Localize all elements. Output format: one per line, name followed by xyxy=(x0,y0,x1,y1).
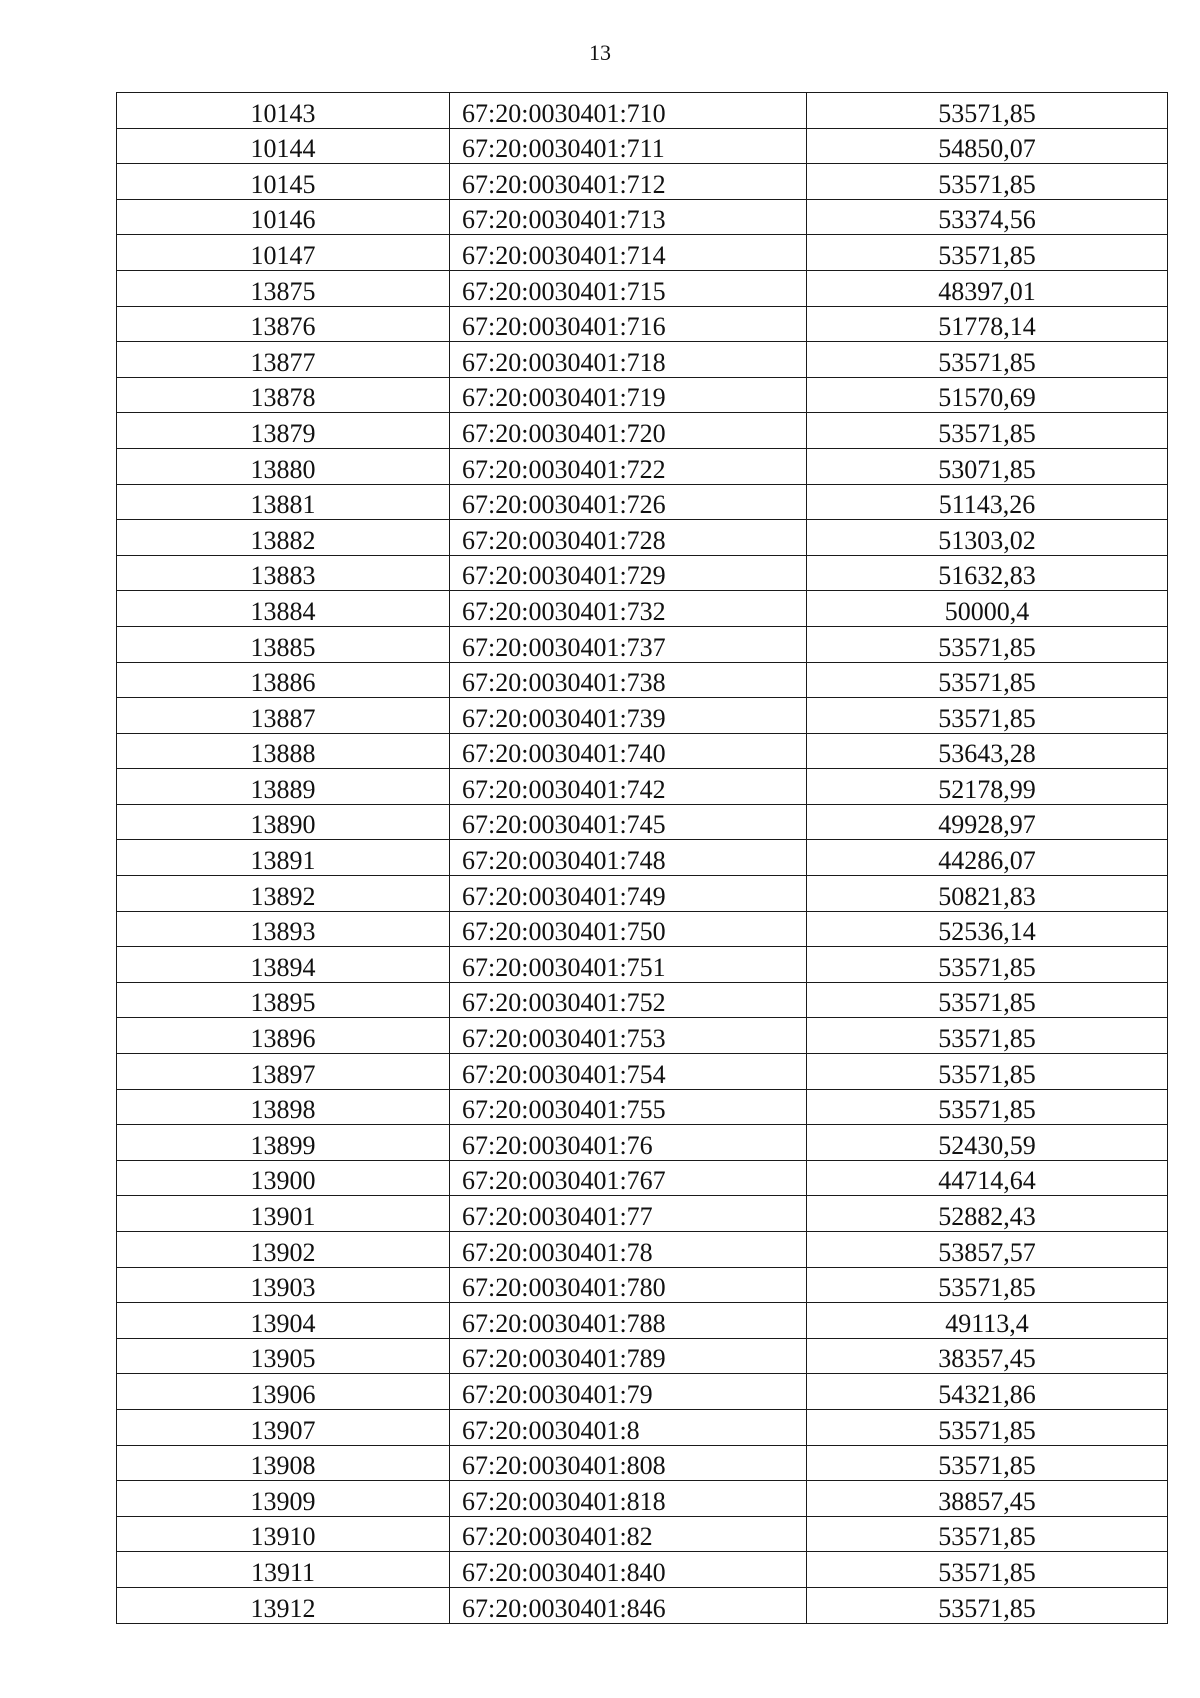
cadastral-number-cell: 67:20:0030401:716 xyxy=(450,306,807,342)
value-cell: 53571,85 xyxy=(807,93,1168,129)
value-cell: 53374,56 xyxy=(807,199,1168,235)
value-cell: 51570,69 xyxy=(807,377,1168,413)
table-row xyxy=(117,1374,1168,1410)
value-cell: 49928,97 xyxy=(807,804,1168,840)
row-number-cell: 13877 xyxy=(117,342,450,378)
table-row xyxy=(117,199,1168,235)
table-row xyxy=(117,93,1168,129)
value-cell: 53571,85 xyxy=(807,164,1168,200)
table-row xyxy=(117,377,1168,413)
cadastral-number-cell: 67:20:0030401:738 xyxy=(450,662,807,698)
value-cell: 53571,85 xyxy=(807,1267,1168,1303)
value-cell: 52536,14 xyxy=(807,911,1168,947)
cadastral-number-cell: 67:20:0030401:748 xyxy=(450,840,807,876)
table-row xyxy=(117,947,1168,983)
row-number-cell: 13896 xyxy=(117,1018,450,1054)
row-number-cell: 13876 xyxy=(117,306,450,342)
row-number-cell: 13892 xyxy=(117,876,450,912)
cadastral-number-cell: 67:20:0030401:720 xyxy=(450,413,807,449)
value-cell: 51143,26 xyxy=(807,484,1168,520)
cadastral-number-cell: 67:20:0030401:740 xyxy=(450,733,807,769)
value-cell: 44714,64 xyxy=(807,1160,1168,1196)
value-cell: 51303,02 xyxy=(807,520,1168,556)
table-body xyxy=(117,93,1168,1624)
table-row xyxy=(117,1232,1168,1268)
table-row xyxy=(117,1196,1168,1232)
value-cell: 44286,07 xyxy=(807,840,1168,876)
table-row xyxy=(117,876,1168,912)
value-cell: 53857,57 xyxy=(807,1232,1168,1268)
row-number-cell: 13888 xyxy=(117,733,450,769)
value-cell: 53571,85 xyxy=(807,982,1168,1018)
value-cell: 53571,85 xyxy=(807,1054,1168,1090)
page-number: 13 xyxy=(589,40,611,65)
row-number-cell: 13906 xyxy=(117,1374,450,1410)
cadastral-number-cell: 67:20:0030401:76 xyxy=(450,1125,807,1161)
cadastral-number-cell: 67:20:0030401:729 xyxy=(450,555,807,591)
cadastral-number-cell: 67:20:0030401:745 xyxy=(450,804,807,840)
row-number-cell: 10147 xyxy=(117,235,450,271)
row-number-cell: 13883 xyxy=(117,555,450,591)
row-number-cell: 10143 xyxy=(117,93,450,129)
row-number-cell: 13908 xyxy=(117,1445,450,1481)
cadastral-number-cell: 67:20:0030401:818 xyxy=(450,1481,807,1517)
value-cell: 50821,83 xyxy=(807,876,1168,912)
cadastral-number-cell: 67:20:0030401:840 xyxy=(450,1552,807,1588)
row-number-cell: 13891 xyxy=(117,840,450,876)
row-number-cell: 13880 xyxy=(117,448,450,484)
row-number-cell: 13905 xyxy=(117,1338,450,1374)
table-row xyxy=(117,1160,1168,1196)
value-cell: 52178,99 xyxy=(807,769,1168,805)
row-number-cell: 13881 xyxy=(117,484,450,520)
row-number-cell: 13894 xyxy=(117,947,450,983)
cadastral-number-cell: 67:20:0030401:714 xyxy=(450,235,807,271)
table-row xyxy=(117,235,1168,271)
row-number-cell: 13897 xyxy=(117,1054,450,1090)
cadastral-number-cell: 67:20:0030401:79 xyxy=(450,1374,807,1410)
row-number-cell: 13895 xyxy=(117,982,450,1018)
value-cell: 38357,45 xyxy=(807,1338,1168,1374)
cadastral-number-cell: 67:20:0030401:755 xyxy=(450,1089,807,1125)
value-cell: 53571,85 xyxy=(807,947,1168,983)
value-cell: 38857,45 xyxy=(807,1481,1168,1517)
cadastral-number-cell: 67:20:0030401:750 xyxy=(450,911,807,947)
cadastral-number-cell: 67:20:0030401:732 xyxy=(450,591,807,627)
cadastral-number-cell: 67:20:0030401:78 xyxy=(450,1232,807,1268)
cadastral-number-cell: 67:20:0030401:710 xyxy=(450,93,807,129)
table-row xyxy=(117,306,1168,342)
table-row xyxy=(117,1445,1168,1481)
cadastral-number-cell: 67:20:0030401:712 xyxy=(450,164,807,200)
table-row xyxy=(117,1587,1168,1623)
cadastral-number-cell: 67:20:0030401:754 xyxy=(450,1054,807,1090)
value-cell: 53571,85 xyxy=(807,698,1168,734)
cadastral-number-cell: 67:20:0030401:737 xyxy=(450,626,807,662)
value-cell: 53571,85 xyxy=(807,626,1168,662)
value-cell: 49113,4 xyxy=(807,1303,1168,1339)
cadastral-number-cell: 67:20:0030401:713 xyxy=(450,199,807,235)
table-row xyxy=(117,413,1168,449)
table-row xyxy=(117,1409,1168,1445)
table-row xyxy=(117,591,1168,627)
table-row xyxy=(117,1089,1168,1125)
row-number-cell: 13904 xyxy=(117,1303,450,1339)
cadastral-number-cell: 67:20:0030401:752 xyxy=(450,982,807,1018)
cadastral-number-cell: 67:20:0030401:780 xyxy=(450,1267,807,1303)
table-row xyxy=(117,1481,1168,1517)
row-number-cell: 13882 xyxy=(117,520,450,556)
cadastral-number-cell: 67:20:0030401:82 xyxy=(450,1516,807,1552)
row-number-cell: 13893 xyxy=(117,911,450,947)
value-cell: 52882,43 xyxy=(807,1196,1168,1232)
value-cell: 48397,01 xyxy=(807,270,1168,306)
table-row xyxy=(117,342,1168,378)
row-number-cell: 13902 xyxy=(117,1232,450,1268)
row-number-cell: 13909 xyxy=(117,1481,450,1517)
table-row xyxy=(117,1125,1168,1161)
table-row xyxy=(117,520,1168,556)
row-number-cell: 13887 xyxy=(117,698,450,734)
cadastral-number-cell: 67:20:0030401:715 xyxy=(450,270,807,306)
cadastral-number-cell: 67:20:0030401:77 xyxy=(450,1196,807,1232)
cadastral-number-cell: 67:20:0030401:718 xyxy=(450,342,807,378)
row-number-cell: 13886 xyxy=(117,662,450,698)
row-number-cell: 13889 xyxy=(117,769,450,805)
row-number-cell: 13885 xyxy=(117,626,450,662)
cadastral-number-cell: 67:20:0030401:808 xyxy=(450,1445,807,1481)
table-row xyxy=(117,911,1168,947)
table-row xyxy=(117,484,1168,520)
value-cell: 52430,59 xyxy=(807,1125,1168,1161)
table-row xyxy=(117,662,1168,698)
cadastral-number-cell: 67:20:0030401:722 xyxy=(450,448,807,484)
row-number-cell: 13898 xyxy=(117,1089,450,1125)
value-cell: 51632,83 xyxy=(807,555,1168,591)
value-cell: 53571,85 xyxy=(807,1445,1168,1481)
table-row xyxy=(117,626,1168,662)
value-cell: 54321,86 xyxy=(807,1374,1168,1410)
cadastral-number-cell: 67:20:0030401:739 xyxy=(450,698,807,734)
cadastral-number-cell: 67:20:0030401:788 xyxy=(450,1303,807,1339)
table-row xyxy=(117,698,1168,734)
row-number-cell: 13910 xyxy=(117,1516,450,1552)
table-row xyxy=(117,840,1168,876)
row-number-cell: 13903 xyxy=(117,1267,450,1303)
table-row xyxy=(117,982,1168,1018)
value-cell: 53571,85 xyxy=(807,1018,1168,1054)
row-number-cell: 13911 xyxy=(117,1552,450,1588)
value-cell: 54850,07 xyxy=(807,128,1168,164)
cadastral-number-cell: 67:20:0030401:742 xyxy=(450,769,807,805)
cadastral-number-cell: 67:20:0030401:751 xyxy=(450,947,807,983)
row-number-cell: 13900 xyxy=(117,1160,450,1196)
cadastral-number-cell: 67:20:0030401:846 xyxy=(450,1587,807,1623)
table-row xyxy=(117,164,1168,200)
value-cell: 53571,85 xyxy=(807,1409,1168,1445)
table-row xyxy=(117,1338,1168,1374)
value-cell: 53571,85 xyxy=(807,1516,1168,1552)
row-number-cell: 13884 xyxy=(117,591,450,627)
value-cell: 53571,85 xyxy=(807,1587,1168,1623)
table-row xyxy=(117,1303,1168,1339)
cadastral-number-cell: 67:20:0030401:749 xyxy=(450,876,807,912)
row-number-cell: 13901 xyxy=(117,1196,450,1232)
row-number-cell: 10145 xyxy=(117,164,450,200)
row-number-cell: 13912 xyxy=(117,1587,450,1623)
value-cell: 53571,85 xyxy=(807,1089,1168,1125)
cadastral-number-cell: 67:20:0030401:8 xyxy=(450,1409,807,1445)
table-row xyxy=(117,1516,1168,1552)
cadastral-number-cell: 67:20:0030401:767 xyxy=(450,1160,807,1196)
value-cell: 50000,4 xyxy=(807,591,1168,627)
table-row xyxy=(117,1018,1168,1054)
value-cell: 53643,28 xyxy=(807,733,1168,769)
table-row xyxy=(117,555,1168,591)
row-number-cell: 13878 xyxy=(117,377,450,413)
value-cell: 53071,85 xyxy=(807,448,1168,484)
table-row xyxy=(117,1267,1168,1303)
cadastral-number-cell: 67:20:0030401:753 xyxy=(450,1018,807,1054)
row-number-cell: 13879 xyxy=(117,413,450,449)
row-number-cell: 10146 xyxy=(117,199,450,235)
value-cell: 53571,85 xyxy=(807,413,1168,449)
cadastral-number-cell: 67:20:0030401:728 xyxy=(450,520,807,556)
value-cell: 53571,85 xyxy=(807,235,1168,271)
row-number-cell: 13907 xyxy=(117,1409,450,1445)
cadastral-number-cell: 67:20:0030401:789 xyxy=(450,1338,807,1374)
row-number-cell: 13899 xyxy=(117,1125,450,1161)
value-cell: 51778,14 xyxy=(807,306,1168,342)
table-row xyxy=(117,804,1168,840)
table-row xyxy=(117,1054,1168,1090)
row-number-cell: 13890 xyxy=(117,804,450,840)
table-row xyxy=(117,1552,1168,1588)
row-number-cell: 10144 xyxy=(117,128,450,164)
table-row xyxy=(117,733,1168,769)
row-number-cell: 13875 xyxy=(117,270,450,306)
cadastral-number-cell: 67:20:0030401:711 xyxy=(450,128,807,164)
table-row xyxy=(117,128,1168,164)
table-row xyxy=(117,769,1168,805)
cadastral-table xyxy=(116,92,1168,1624)
cadastral-number-cell: 67:20:0030401:726 xyxy=(450,484,807,520)
value-cell: 53571,85 xyxy=(807,1552,1168,1588)
value-cell: 53571,85 xyxy=(807,342,1168,378)
cadastral-number-cell: 67:20:0030401:719 xyxy=(450,377,807,413)
table-row xyxy=(117,448,1168,484)
table-row xyxy=(117,270,1168,306)
value-cell: 53571,85 xyxy=(807,662,1168,698)
